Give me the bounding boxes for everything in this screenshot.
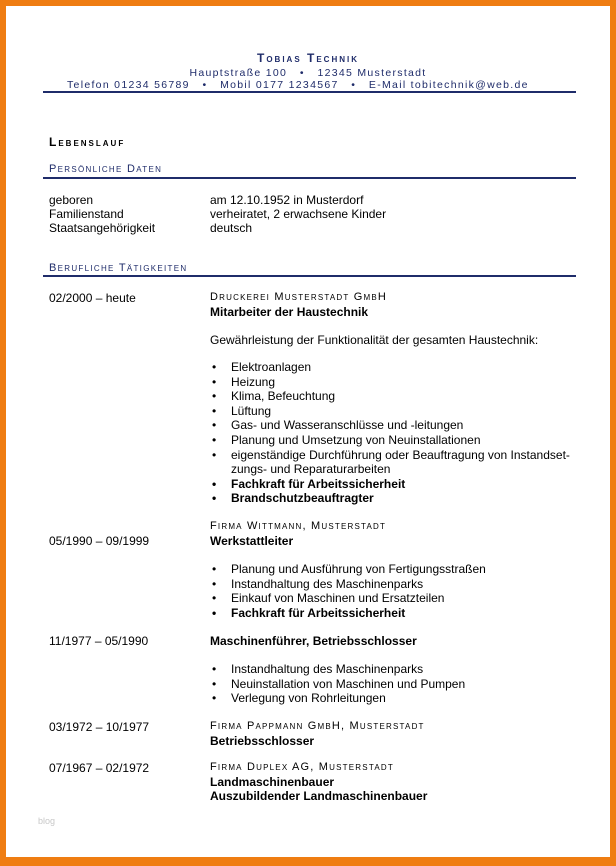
job-period: 07/1967 – 02/1972 (49, 761, 150, 775)
list-item: • Brandschutzbeauftragter (210, 491, 576, 506)
job-period: 02/2000 – heute (49, 291, 136, 305)
contact-line: Telefon 01234 56789 • Mobil 0177 1234567 • E-Mail tobitechnik@web.de (67, 79, 529, 91)
value-marital-status: verheiratet, 2 erwachsene Kinder (210, 207, 387, 221)
value-born: am 12.10.1952 in Musterdorf (210, 193, 364, 207)
job-position: Mitarbeiter der Haustechnik (210, 305, 369, 319)
job-period: 05/1990 – 09/1999 (49, 534, 150, 548)
job-period: 11/1977 – 05/1990 (49, 634, 149, 648)
section-rule-career (43, 275, 576, 277)
address-line: Hauptstraße 100 • 12345 Musterstadt (189, 67, 427, 79)
list-item: • Instandhaltung des Maschinenparks (210, 662, 576, 677)
label-born: geboren (49, 193, 94, 207)
job-position: Maschinenführer, Betriebsschlosser (210, 634, 417, 648)
list-item: • Heizung (210, 375, 576, 390)
job-position: Betriebsschlosser (210, 734, 315, 748)
document-title: Lebenslauf (49, 135, 126, 149)
job-company: Firma Duplex AG, Musterstadt (210, 761, 394, 773)
list-item: • Planung und Umsetzung von Neuinstallationen (210, 433, 576, 448)
watermark: blog (38, 816, 56, 826)
label-nationality: Staatsangehörigkeit (49, 221, 156, 235)
job-position-secondary: Auszubildender Landmaschinenbauer (210, 789, 428, 803)
list-item: • Verlegung von Rohrleitungen (210, 691, 576, 706)
list-item: • Neuinstallation von Maschinen und Pumpen (210, 677, 576, 692)
applicant-name: Tobias Technik (257, 51, 359, 65)
job-company: Firma Wittmann, Musterstadt (210, 520, 387, 532)
job-task-list (210, 360, 576, 506)
list-item: • Einkauf von Maschinen und Ersatzteilen (210, 591, 576, 606)
list-item: • Fachkraft für Arbeitssicherheit (210, 606, 576, 621)
job-position: Werkstattleiter (210, 534, 294, 548)
list-item: • Klima, Befeuchtung (210, 389, 576, 404)
list-item: • Lüftung (210, 404, 576, 419)
list-item: • Planung und Ausführung von Fertigungsstraßen (210, 562, 576, 577)
job-company: Firma Pappmann GmbH, Musterstadt (210, 720, 425, 732)
list-item: • Fachkraft für Arbeitssicherheit (210, 477, 576, 492)
job-position: Landmaschinenbauer (210, 775, 335, 789)
value-nationality: deutsch (210, 221, 253, 235)
section-rule-personal (43, 177, 576, 179)
section-heading-personal: Persönliche Daten (49, 163, 163, 175)
job-task-list (210, 662, 576, 706)
header-rule (43, 91, 576, 93)
list-item: • Elektroanlagen (210, 360, 576, 375)
list-item: • eigenständige Durchführung oder Beauftragung von Instandset- zungs- und Reparaturarbeiten (210, 448, 576, 477)
job-period: 03/1972 – 10/1977 (49, 720, 150, 734)
job-company: Druckerei Musterstadt GmbH (210, 291, 388, 303)
job-task-list (210, 562, 576, 620)
job-description: Gewährleistung der Funktionalität der gesamten Haustechnik: (210, 333, 539, 347)
section-heading-career: Berufliche Tätigkeiten (49, 262, 188, 274)
label-marital-status: Familienstand (49, 207, 124, 221)
list-item: • Instandhaltung des Maschinenparks (210, 577, 576, 592)
list-item: • Gas- und Wasseranschlüsse und -leitungen (210, 418, 576, 433)
